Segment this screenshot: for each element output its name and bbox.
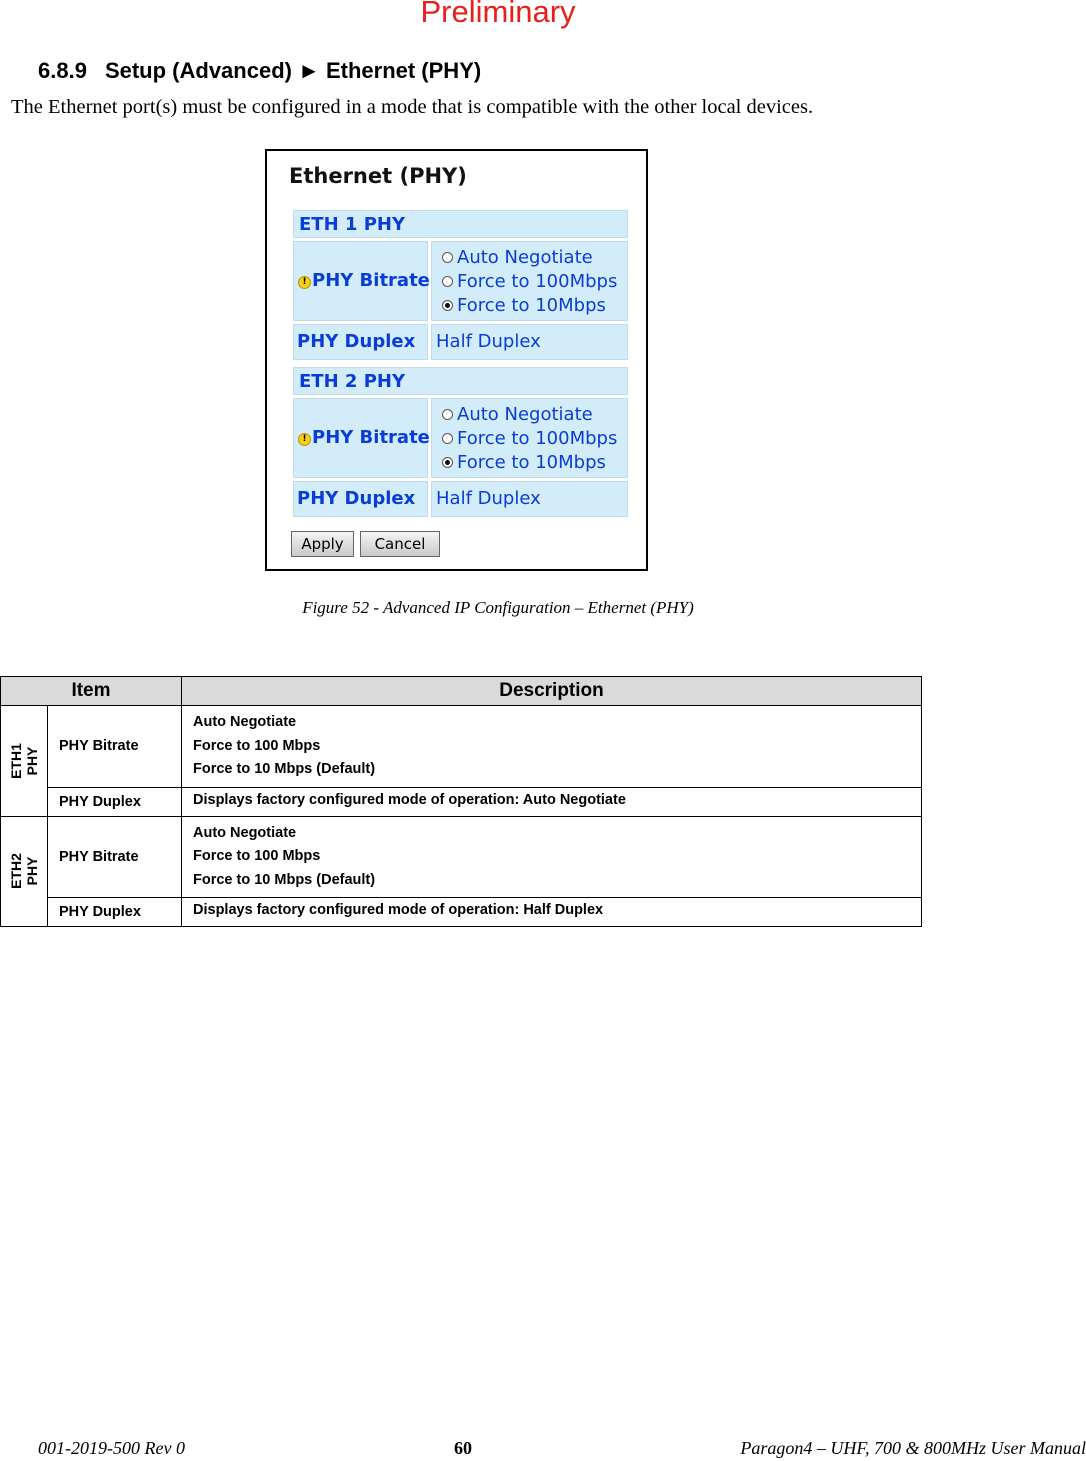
eth1-duplex-description: Displays factory configured mode of operation: Auto Negotiate [182,787,922,816]
eth2-duplex-description: Displays factory configured mode of operation: Half Duplex [182,898,922,927]
eth2-radio-auto[interactable]: Auto Negotiate [432,402,627,426]
eth2-bitrate-label: PHY Bitrate [312,427,430,448]
eth2-duplex-label-cell [293,481,428,517]
radio-icon[interactable] [442,433,453,444]
footer-manual-title: Paragon4 – UHF, 700 & 800MHz User Manual [740,1438,1086,1458]
ethernet-phy-screenshot [265,149,648,571]
description-table [0,676,922,927]
table-row [1,787,922,816]
section-heading [38,58,481,84]
footer-page-number: 60 [454,1438,472,1458]
eth1-duplex-value-cell [431,324,628,360]
preliminary-watermark: Preliminary [420,0,576,29]
figure-title: Ethernet (PHY) [289,164,467,188]
eth2-bitrate-label-cell [293,398,428,478]
eth2-group-cell: ETH2 PHY [1,816,48,927]
radio-icon[interactable] [442,276,453,287]
eth2-duplex-label: PHY Duplex [297,488,416,509]
table-row [1,816,922,898]
cancel-button[interactable]: Cancel [360,531,440,557]
eth1-radio-auto[interactable]: Auto Negotiate [432,245,627,269]
eth1-duplex-label: PHY Duplex [297,331,416,352]
eth1-header: ETH 1 PHY [293,210,628,238]
eth2-duplex-item: PHY Duplex [48,898,182,927]
section-title: Setup (Advanced) ► Ethernet (PHY) [104,58,482,83]
eth1-bitrate-item: PHY Bitrate [48,706,182,788]
eth1-duplex-label-cell [293,324,428,360]
radio-icon[interactable] [442,252,453,263]
eth1-radio-100[interactable]: Force to 100Mbps [432,269,627,293]
eth1-bitrate-description: Auto Negotiate Force to 100 Mbps Force to 10 Mbps (Default) [182,706,922,788]
eth1-bitrate-label: PHY Bitrate [312,270,430,291]
eth1-group-cell: ETH1 PHY [1,706,48,817]
apply-button[interactable]: Apply [291,531,354,557]
eth2-duplex-value-cell [431,481,628,517]
eth1-bitrate-label-cell [293,241,428,321]
eth1-duplex-item: PHY Duplex [48,787,182,816]
warning-icon: ! [298,276,311,289]
radio-selected-icon[interactable] [442,300,453,311]
radio-selected-icon[interactable] [442,457,453,468]
table-row [1,898,922,927]
eth2-bitrate-options [431,398,628,478]
table-row [1,706,922,788]
eth2-bitrate-description: Auto Negotiate Force to 100 Mbps Force to 10 Mbps (Default) [182,816,922,898]
intro-paragraph: The Ethernet port(s) must be configured in a mode that is compatible with the other local devices. [11,96,814,118]
footer-doc-number: 001-2019-500 Rev 0 [38,1438,185,1458]
eth2-radio-100[interactable]: Force to 100Mbps [432,426,627,450]
section-number: 6.8.9 [38,58,87,83]
warning-icon: ! [298,433,311,446]
eth2-bitrate-item: PHY Bitrate [48,816,182,898]
eth1-bitrate-options [431,241,628,321]
eth1-duplex-value: Half Duplex [436,331,541,352]
eth2-radio-10[interactable]: Force to 10Mbps [432,450,627,474]
description-column-header: Description [182,677,922,706]
eth2-header: ETH 2 PHY [293,367,628,395]
eth1-radio-10[interactable]: Force to 10Mbps [432,293,627,317]
figure-caption: Figure 52 - Advanced IP Configuration – Ethernet (PHY) [302,598,694,617]
item-column-header: Item [1,677,182,706]
eth2-duplex-value: Half Duplex [436,488,541,509]
radio-icon[interactable] [442,409,453,420]
